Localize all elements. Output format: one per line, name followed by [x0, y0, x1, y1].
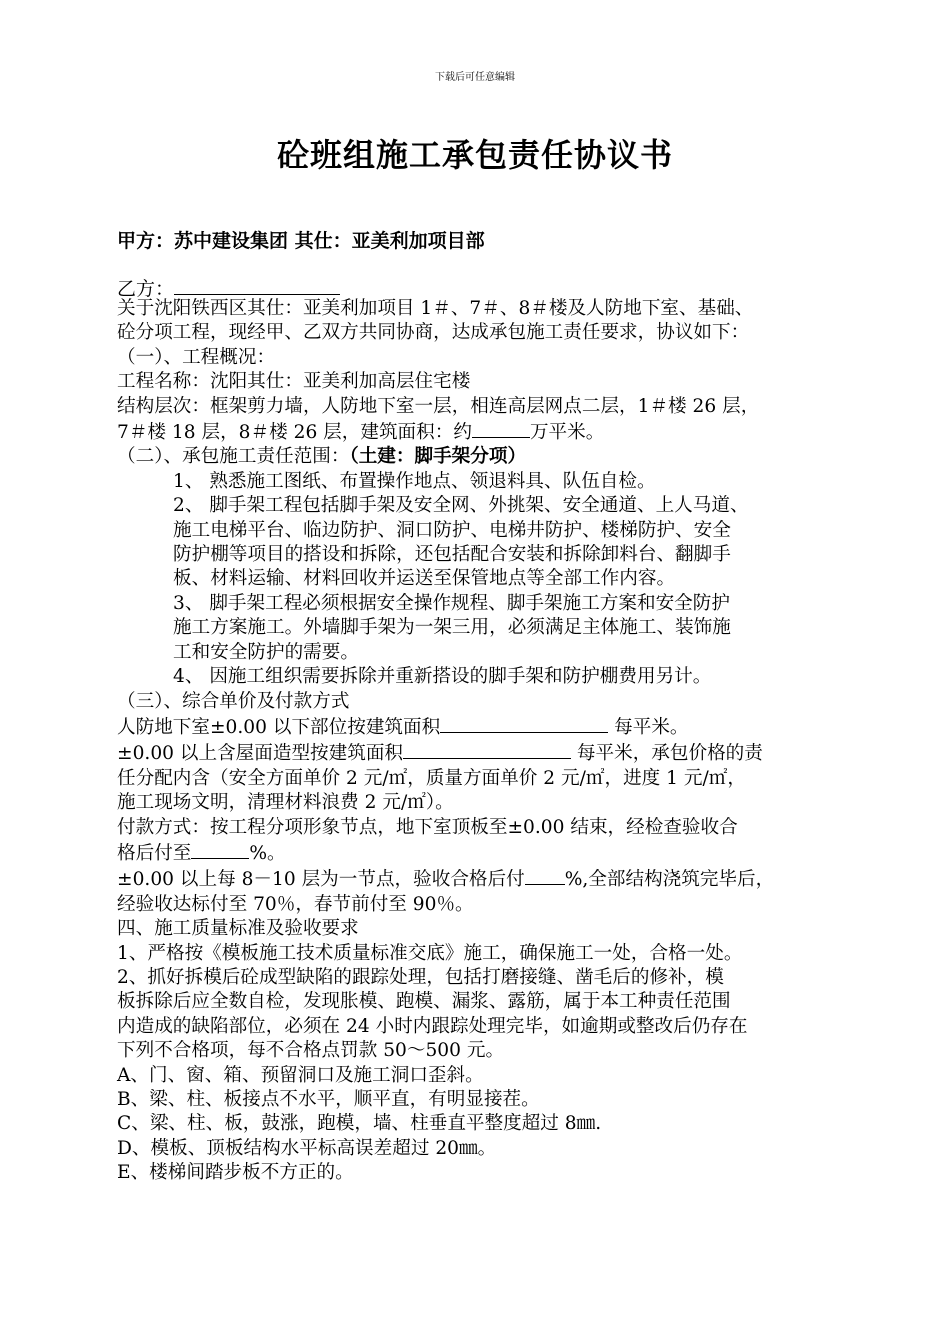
text-segment: ±0.00 以上含屋面造型按建筑面积 — [117, 743, 404, 765]
text-segment: 人防地下室±0.00 以下部位按建筑面积 — [117, 716, 441, 738]
text-segment: %。 — [249, 842, 286, 864]
list-item: A、门、窗、箱、预留洞口及施工洞口歪斜。 — [117, 1064, 484, 1086]
list-item: C、梁、柱、板，鼓涨，跑模，墙、柱垂直平整度超过 8㎜. — [117, 1113, 602, 1135]
paragraph-line — [117, 714, 882, 740]
paragraph-line: 砼分项工程，现经甲、乙双方共同协商，达成承包施工责任要求，协议如下： — [117, 322, 750, 344]
text-segment: 7＃楼 18 层，8＃楼 26 层，建筑面积：约 — [117, 422, 472, 444]
text-segment-bold: （土建：脚手架分项） — [349, 446, 527, 468]
list-item: 施工电梯平台、临边防护、洞口防护、电梯井防护、楼梯防护、安全 — [173, 519, 731, 541]
page-header: 下载后可任意编辑 — [435, 72, 515, 83]
text-segment: %,全部结构浇筑完毕后， — [564, 869, 775, 891]
paragraph-line: 1、严格按《模板施工技术质量标准交底》施工，确保施工一处，合格一处。 — [117, 942, 743, 964]
paragraph-line: 任分配内含（安全方面单价 2 元/㎡，质量方面单价 2 元/㎡，进度 1 元/㎡， — [117, 767, 746, 789]
text-segment: 每平米，承包价格的责 — [571, 743, 763, 765]
list-item: 防护棚等项目的搭设和拆除，还包括配合安装和拆除卸料台、翻脚手 — [173, 544, 731, 566]
party-b-label: 乙方： — [117, 278, 175, 300]
price-blank — [440, 714, 608, 733]
text-segment: （二）、承包施工责任范围： — [117, 446, 350, 468]
paragraph-line: 板拆除后应全数自检，发现胀模、跑模、漏浆、露筋，属于本工种责任范围 — [117, 991, 731, 1013]
list-item: 施工方案施工。外墙脚手架为一架三用，必须满足主体施工、装饰施 — [173, 617, 731, 639]
paragraph-line: 施工现场文明，清理材料浪费 2 元/㎡）。 — [117, 792, 454, 814]
paragraph-line: 内造成的缺陷部位，必须在 24 小时内跟踪处理完毕，如逾期或整改后仍存在 — [117, 1015, 748, 1037]
percent-blank — [191, 840, 249, 859]
document-body — [117, 297, 882, 1186]
paragraph-line: 结构层次：框架剪力墙，人防地下室一层，相连高层网点二层，1＃楼 26 层， — [117, 395, 760, 417]
list-item: E、楼梯间踏步板不方正的。 — [117, 1162, 354, 1184]
party-a: 甲方：苏中建设集团 其仕：亚美利加项目部 — [117, 230, 485, 252]
list-item: 板、材料运输、材料回收并运送至保管地点等全部工作内容。 — [173, 568, 676, 590]
list-item: 3、 脚手架工程必须根据安全操作规程、脚手架施工方案和安全防护 — [173, 592, 730, 614]
list-item: 工和安全防护的需要。 — [173, 641, 359, 663]
list-item: 2、 脚手架工程包括脚手架及安全网、外挑架、安全通道、上人马道、 — [173, 495, 749, 517]
paragraph-line — [117, 740, 882, 766]
party-b-blank — [174, 276, 340, 295]
paragraph-line — [117, 840, 882, 866]
paragraph-line: 工程名称：沈阳其仕：亚美利加高层住宅楼 — [117, 371, 471, 393]
text-segment: ±0.00 以上每 8－10 层为一节点，验收合格后付 — [117, 869, 525, 891]
percent-blank — [525, 866, 565, 885]
section-heading-3: （三）、综合单价及付款方式 — [117, 690, 350, 712]
list-item: 1、 熟悉施工图纸、布置操作地点、领退料具、队伍自检。 — [173, 470, 656, 492]
section-heading-4: 四、施工质量标准及验收要求 — [117, 918, 359, 940]
paragraph-line — [117, 419, 882, 445]
paragraph-line: 关于沈阳铁西区其仕：亚美利加项目 1＃、7＃、8＃楼及人防地下室、基础、 — [117, 298, 754, 319]
section-heading-2 — [117, 445, 882, 469]
area-blank — [472, 419, 530, 438]
paragraph-line: 2、抓好拆模后砼成型缺陷的跟踪处理，包括打磨接缝、凿毛后的修补，模 — [117, 966, 724, 988]
paragraph-line: 经验收达标付至 70％，春节前付至 90％。 — [117, 893, 474, 915]
text-segment: 每平米。 — [608, 716, 689, 738]
list-item: D、模板、顶板结构水平标高误差超过 20㎜。 — [117, 1137, 497, 1159]
section-heading-1: （一）、工程概况： — [117, 346, 276, 368]
list-item: 4、 因施工组织需要拆除并重新搭设的脚手架和防护棚费用另计。 — [173, 666, 712, 688]
paragraph-line — [117, 866, 882, 892]
document-title: 砼班组施工承包责任协议书 — [276, 136, 673, 174]
text-segment: 格后付至 — [117, 842, 192, 864]
paragraph-line: 下列不合格项，每不合格点罚款 50～500 元。 — [117, 1040, 505, 1062]
list-item: B、梁、柱、板接点不水平，顺平直，有明显接茬。 — [117, 1089, 540, 1110]
paragraph-line: 付款方式：按工程分项形象节点，地下室顶板至±0.00 结束，经检查验收合 — [117, 816, 738, 838]
price-blank — [403, 740, 571, 759]
text-segment: 万平米。 — [529, 422, 605, 444]
